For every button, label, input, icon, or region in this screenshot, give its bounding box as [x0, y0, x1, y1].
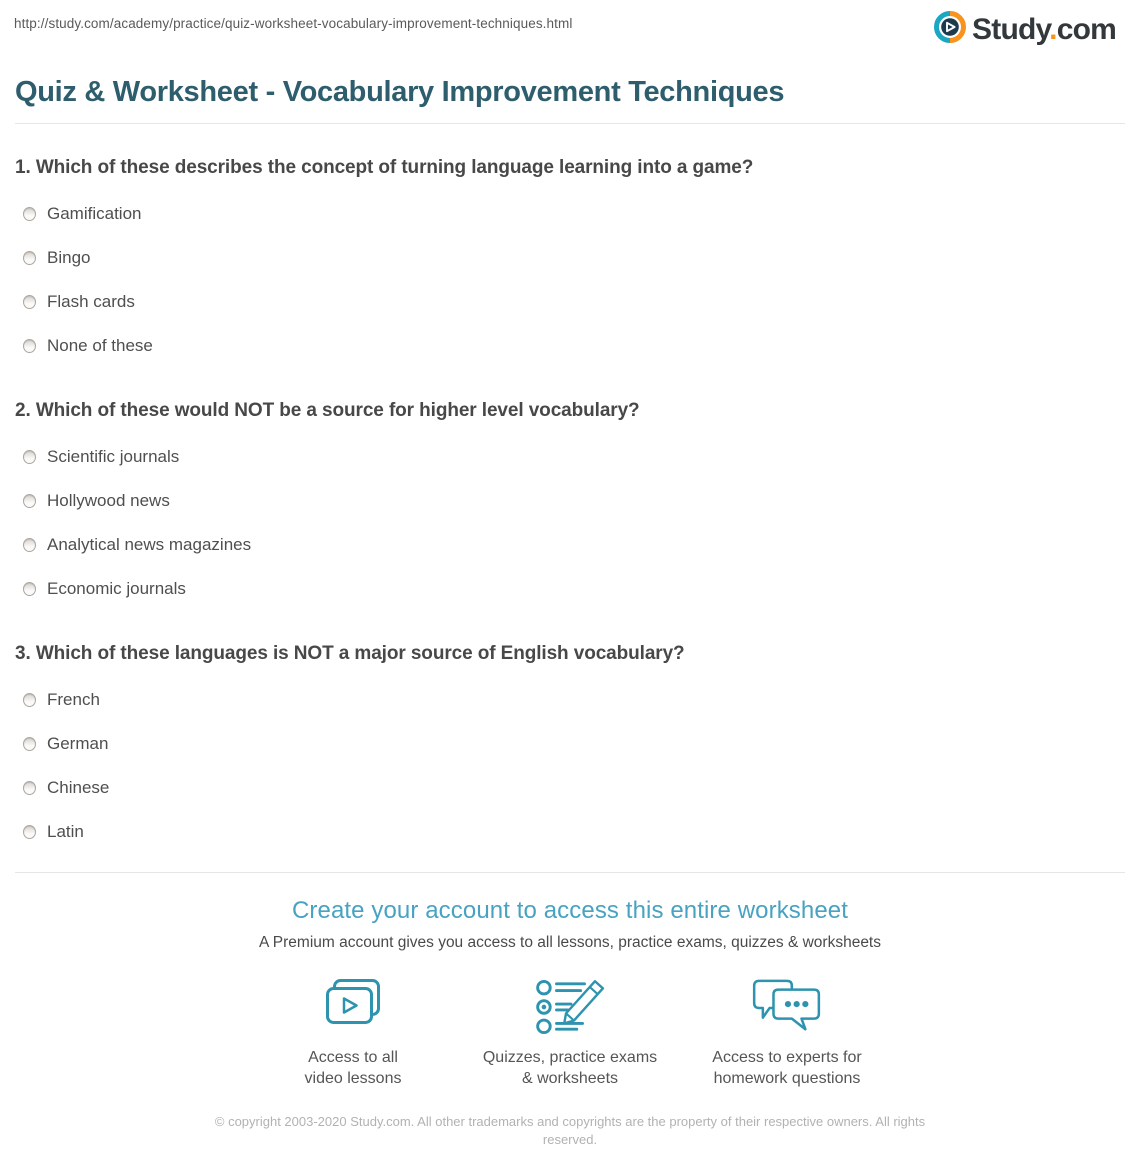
radio-button[interactable]	[23, 737, 36, 751]
footer	[15, 1113, 1125, 1148]
video-lessons-icon	[318, 1022, 388, 1039]
question-1	[15, 156, 1125, 355]
option-row[interactable]	[15, 292, 1125, 311]
radio-button[interactable]	[23, 339, 36, 353]
option-row[interactable]	[15, 248, 1125, 267]
question-2	[15, 399, 1125, 598]
option-label: Bingo	[47, 247, 91, 267]
radio-button[interactable]	[23, 693, 36, 707]
option-row[interactable]	[15, 204, 1125, 223]
radio-button[interactable]	[23, 825, 36, 839]
feature-label: Quizzes, practice exams & worksheets	[482, 1049, 658, 1087]
worksheet-content	[15, 75, 1125, 1148]
option-label: Economic journals	[47, 578, 186, 598]
option-row[interactable]	[15, 822, 1125, 841]
option-row[interactable]	[15, 579, 1125, 598]
option-row[interactable]	[15, 690, 1125, 709]
option-label: Chinese	[47, 777, 110, 797]
feature-label: Access to all video lessons	[304, 1049, 402, 1087]
option-label: Hollywood news	[47, 490, 170, 510]
signup-subheading: A Premium account gives you access to all lessons, practice exams, quizzes & worksheets	[259, 934, 881, 951]
option-label: Gamification	[47, 203, 142, 223]
option-label: Analytical news magazines	[47, 534, 252, 554]
feature-quizzes-worksheets	[462, 979, 679, 1089]
option-row[interactable]	[15, 734, 1125, 753]
chat-experts-icon	[750, 1022, 824, 1039]
radio-button[interactable]	[23, 781, 36, 795]
title-divider	[15, 123, 1125, 124]
option-row[interactable]	[15, 447, 1125, 466]
page-title: Quiz & Worksheet - Vocabulary Improvement Techniques	[15, 76, 785, 108]
radio-button[interactable]	[23, 207, 36, 221]
option-label: None of these	[47, 335, 153, 355]
page-url: http://study.com/academy/practice/quiz-worksheet-vocabulary-improvement-techniques.html	[14, 16, 573, 31]
signup-divider	[15, 872, 1125, 873]
question-2-options	[15, 447, 1125, 598]
question-3	[15, 642, 1125, 841]
signup-heading: Create your account to access this entire worksheet	[291, 897, 849, 924]
question-1-text: 1. Which of these describes the concept of turning language learning into a game?	[15, 157, 754, 178]
option-label: French	[47, 689, 100, 709]
option-label: Scientific journals	[47, 446, 180, 466]
radio-button[interactable]	[23, 582, 36, 596]
studycom-play-icon	[933, 10, 967, 49]
question-3-options	[15, 690, 1125, 841]
quizzes-worksheets-icon	[534, 1022, 606, 1039]
radio-button[interactable]	[23, 494, 36, 508]
feature-list	[15, 979, 1125, 1089]
option-row[interactable]	[15, 336, 1125, 355]
signup-section	[15, 897, 1125, 1089]
option-row[interactable]	[15, 491, 1125, 510]
studycom-wordmark: Study.com	[972, 12, 1116, 46]
radio-button[interactable]	[23, 251, 36, 265]
option-label: German	[47, 733, 109, 753]
question-2-text: 2. Which of these would NOT be a source for higher level vocabulary?	[15, 400, 640, 421]
radio-button[interactable]	[23, 538, 36, 552]
feature-homework-experts	[679, 979, 896, 1089]
studycom-logo[interactable]	[933, 10, 1116, 49]
option-label: Latin	[47, 821, 84, 841]
option-label: Flash cards	[47, 291, 135, 311]
feature-video-lessons	[245, 979, 462, 1089]
option-row[interactable]	[15, 778, 1125, 797]
radio-button[interactable]	[23, 295, 36, 309]
radio-button[interactable]	[23, 450, 36, 464]
option-row[interactable]	[15, 535, 1125, 554]
header	[0, 0, 1140, 50]
question-3-text: 3. Which of these languages is NOT a major source of English vocabulary?	[15, 643, 685, 664]
question-1-options	[15, 204, 1125, 355]
copyright-text: © copyright 2003-2020 Study.com. All other trademarks and copyrights are the property of their respective owners. All rights reserved.	[214, 1114, 926, 1147]
feature-label: Access to experts for homework questions	[712, 1049, 862, 1087]
